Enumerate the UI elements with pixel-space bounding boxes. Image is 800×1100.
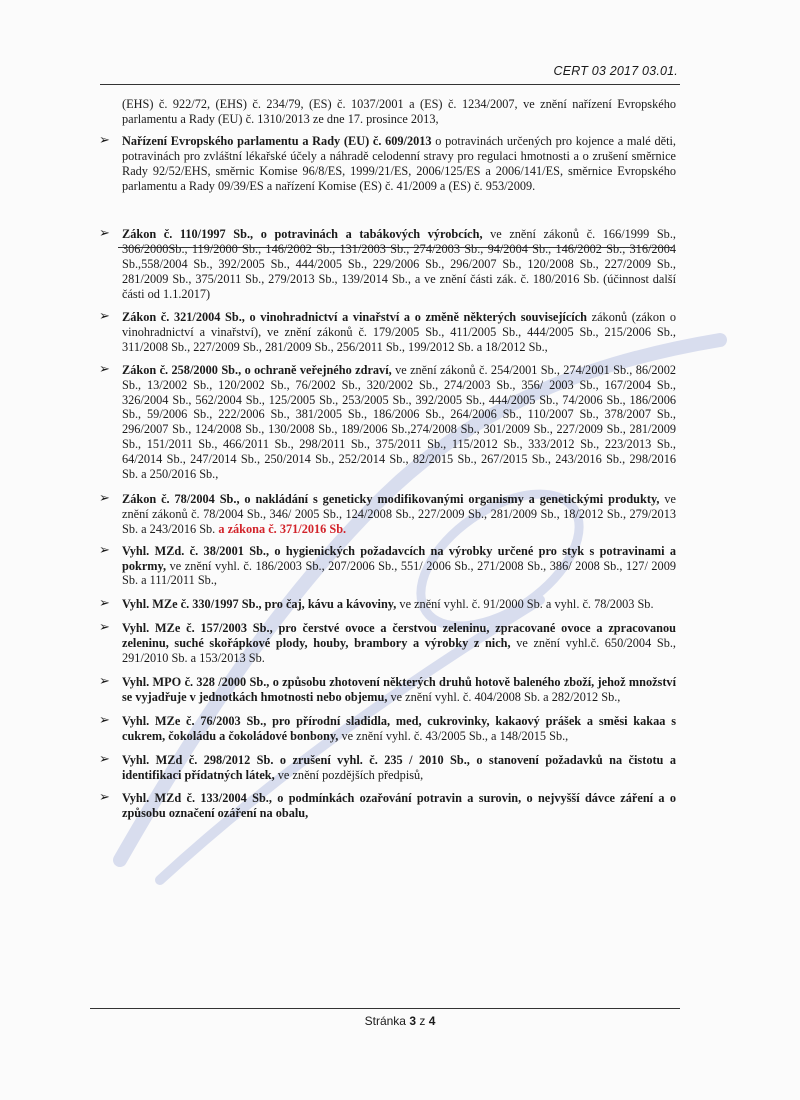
header-rule — [100, 84, 680, 85]
list-item: ➢ Vyhl. MZd č. 298/2012 Sb. o zrušení vyhl. č. 235 / 2010 Sb., o stanovení požadavků na čistotu a identifikaci přídatných látek, ve znění pozdějších předpisů, — [99, 751, 676, 782]
footer-rule — [90, 1008, 680, 1009]
list-item: ➢ Nařízení Evropského parlamentu a Rady (EU) č. 609/2013 o potravinách určených pro kojence a malé děti, potravinách pro zvláštní lékařské účely a náhradě celodenní stravy pro regulaci hmotnosti a o zrušení směrnice Rady 92/52/EHS, směrnic Komise 96/8/ES, 1999/21/ES, 2006/125/ES a 2006/141/ES, směrnice Evropského parlamentu a Rady 09/39/ES a nařízení Komise (ES) č. 41/2009 a (ES) č. 953/2009. — [99, 132, 676, 193]
document-code: CERT 03 2017 03.01. — [553, 64, 678, 78]
content-body — [96, 97, 676, 821]
list-item: ➢ Vyhl. MZe č. 330/1997 Sb., pro čaj, kávu a kávoviny, ve znění vyhl. č. 91/2000 Sb. a vyhl. č. 78/2003 Sb. — [99, 596, 654, 612]
list-item: ➢ Zákon č. 321/2004 Sb., o vinohradnictví a vinařství a o změně některých souvisejících zákonů (zákon o vinohradnictví a vinařství), ve znění zákonů č. 179/2005 Sb., 411/2005 Sb., 444/2005 Sb., 215/2006 Sb., 311/2008 Sb., 227/2009 Sb., 281/2009 Sb., 256/2011 Sb., 199/2012 Sb. a 18/2012 Sb., — [99, 308, 676, 354]
list-item: ➢ Zákon č. 78/2004 Sb., o nakládání s geneticky modifikovanými organismy a genetickými produkty, ve znění zákonů č. 78/2004 Sb., 346/ 2005 Sb., 124/2008 Sb., 227/2009 Sb., 281/2009 Sb., 18/2012 Sb., 279/2013 Sb. a 243/2016 Sb. a zákona č. 371/2016 Sb. — [99, 490, 677, 536]
section-divider — [118, 247, 673, 248]
list-item: ➢ Vyhl. MZd. č. 38/2001 Sb., o hygienických požadavcích na výrobky určené pro styk s potravinami a pokrmy, ve znění vyhl. č. 186/2003 Sb., 207/2006 Sb., 551/ 2006 Sb., 271/2008 Sb., 386/ 2008 Sb., 127/ 2009 Sb. a 111/2011 Sb., — [99, 542, 676, 588]
list-item: ➢ Vyhl. MZe č. 157/2003 Sb., pro čerstvé ovoce a čerstvou zeleninu, zpracované ovoce a zpracovanou zeleninu, suché skořápkové plody, houby, brambory a výrobky z nich, ve znění vyhl.č. 650/2004 Sb., 291/2010 Sb. a 153/2013 Sb. — [99, 620, 676, 666]
list-item: ➢ Zákon č. 258/2000 Sb., o ochraně veřejného zdraví, ve znění zákonů č. 254/2001 Sb., 274/2001 Sb., 86/2002 Sb., 13/2002 Sb., 120/2002 Sb., 76/2002 Sb., 320/2002 Sb., 274/2003 Sb., 356/ 2003 Sb., 167/2004 Sb., 326/2004 Sb., 562/2004 Sb., 125/2005 Sb., 253/2005 Sb., 392/2005 Sb., 444/2005 Sb., 74/2006 Sb., 186/2006 Sb., 59/2006 Sb., 222/2006 Sb., 381/2005 Sb., 186/2006 Sb., 264/2006 Sb., 110/2007 Sb., 378/2007 Sb., 296/2007 Sb., 124/2008 Sb., 130/2008 Sb., 189/2006 Sb.,274/2008 Sb., 301/2009 Sb., 227/2009 Sb., 281/2009 Sb., 151/2011 Sb., 466/2011 Sb., 298/2011 Sb., 375/2011 Sb., 115/2012 Sb., 333/2012 Sb., 223/2013 Sb., 64/2014 Sb., 247/2014 Sb., 250/2014 Sb., 252/2014 Sb., 82/2015 Sb., 267/2015 Sb., 243/2016 Sb., 298/2016 Sb. a 250/2016 Sb., — [99, 361, 676, 482]
list-item: ➢ Vyhl. MPO č. 328 /2000 Sb., o způsobu zhotovení některých druhů hotově baleného zboží, jehož množství se vyjadřuje v jednotkách hmotnosti nebo objemu, ve znění vyhl. č. 404/2008 Sb. a 282/2012 Sb., — [99, 674, 676, 704]
red-amendment: a zákona č. 371/2016 Sb. — [218, 521, 347, 536]
list-item: ➢ Zákon č. 110/1997 Sb., o potravinách a tabákových výrobcích, ve znění zákonů č. 166/1999 Sb., 306/2000Sb., 119/2000 Sb., 146/2002 Sb., 131/2003 Sb., 274/2003 Sb., 94/2004 Sb., 146/2002 Sb., 316/2004 Sb.,558/2004 Sb., 392/2005 Sb., 444/2005 Sb., 229/2006 Sb., 296/2007 Sb., 120/2008 Sb., 227/2009 Sb., 281/2009 Sb., 375/2011 Sb., 279/2013 Sb., 139/2014 Sb., a ve znění části zák. č. 180/2016 Sb. (účinnost další části od 1.1.2017) — [99, 226, 676, 302]
intro-continuation: (EHS) č. 922/72, (EHS) č. 234/79, (ES) č. 1037/2001 a (ES) č. 1234/2007, ve znění nařízení Evropského parlamentu a Rady (EU) č. 1310/2013 ze dne 17. prosince 2013, — [122, 97, 676, 126]
list-item: ➢ Vyhl. MZe č. 76/2003 Sb., pro přírodní sladidla, med, cukrovinky, kakaový prášek a směsi kakaa s cukrem, čokoládu a čokoládové bonbony, ve znění vyhl. č. 43/2005 Sb., a 148/2015 Sb., — [99, 712, 676, 743]
list-item: ➢ Vyhl. MZd č. 133/2004 Sb., o podmínkách ozařování potravin a surovin, o nejvyšší dávce záření a o způsobu označení ozáření na obalu, — [99, 790, 676, 821]
page-number: Stránka 3 z 4 — [364, 1014, 436, 1028]
